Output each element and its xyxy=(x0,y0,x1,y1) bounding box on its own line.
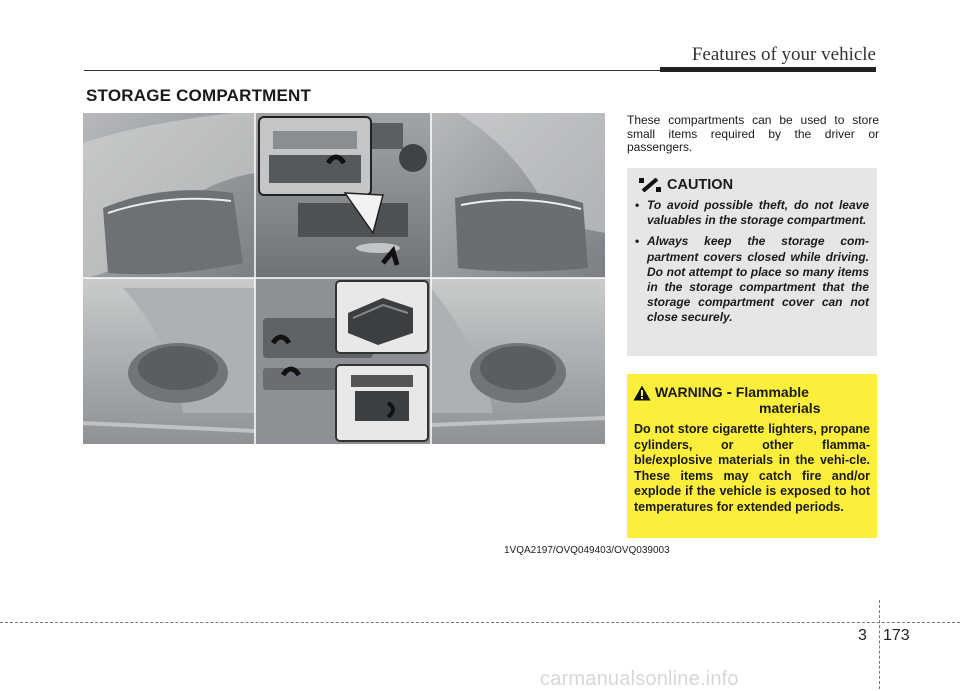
figure-code: 1VQA2197/OVQ049403/OVQ039003 xyxy=(501,544,673,557)
watermark: carmanualsonline.info xyxy=(540,668,739,690)
caution-heading xyxy=(635,177,733,193)
page-number: 173 xyxy=(883,627,910,644)
chapter-number: 3 xyxy=(858,627,867,644)
warning-title-line xyxy=(655,384,809,401)
photo-cup-holder-right xyxy=(431,278,605,444)
photo-console-storage xyxy=(255,278,431,444)
header-title: Features of your vehicle xyxy=(691,44,876,65)
section-title: STORAGE COMPARTMENT xyxy=(86,86,312,105)
caution-icon xyxy=(639,178,661,192)
warning-subject-line2: materials xyxy=(759,400,821,416)
warning-box xyxy=(627,374,877,538)
warning-word: WARNING xyxy=(655,384,723,400)
header-rule-accent xyxy=(660,67,876,72)
warning-dash: - xyxy=(726,384,732,401)
intro-paragraph: These compartments can be used to store small items required by the driver or passengers. xyxy=(627,113,879,154)
photo-door-pocket-right xyxy=(431,113,605,278)
caution-item: • To avoid possible theft, do not leave valuables in the storage compartment. xyxy=(635,198,869,228)
warning-subject: Flammable xyxy=(735,384,809,400)
storage-photos-illustration xyxy=(83,113,605,444)
warning-text: Do not store cigarette lighters, propane cylinders, or other flamma-ble/explosive materials in the vehi-cle. These items may catch fire and/or explode if the vehicle is exposed to hot temperatures for extended periods. xyxy=(634,422,870,514)
caution-list xyxy=(635,198,869,332)
photo-cup-holder-left xyxy=(83,278,255,444)
caution-item: • Always keep the storage com-partment covers closed while driving. Do not attempt to place so many items in the storage compartment that the storage compartment cover can not close securely. xyxy=(635,234,869,325)
caution-title: CAUTION xyxy=(667,177,734,193)
storage-photos xyxy=(83,113,670,556)
caution-box xyxy=(627,168,877,356)
footer-rule xyxy=(0,622,960,623)
warning-triangle-icon xyxy=(633,385,651,401)
footer-divider xyxy=(879,600,880,689)
photo-door-pocket-left xyxy=(83,113,255,278)
